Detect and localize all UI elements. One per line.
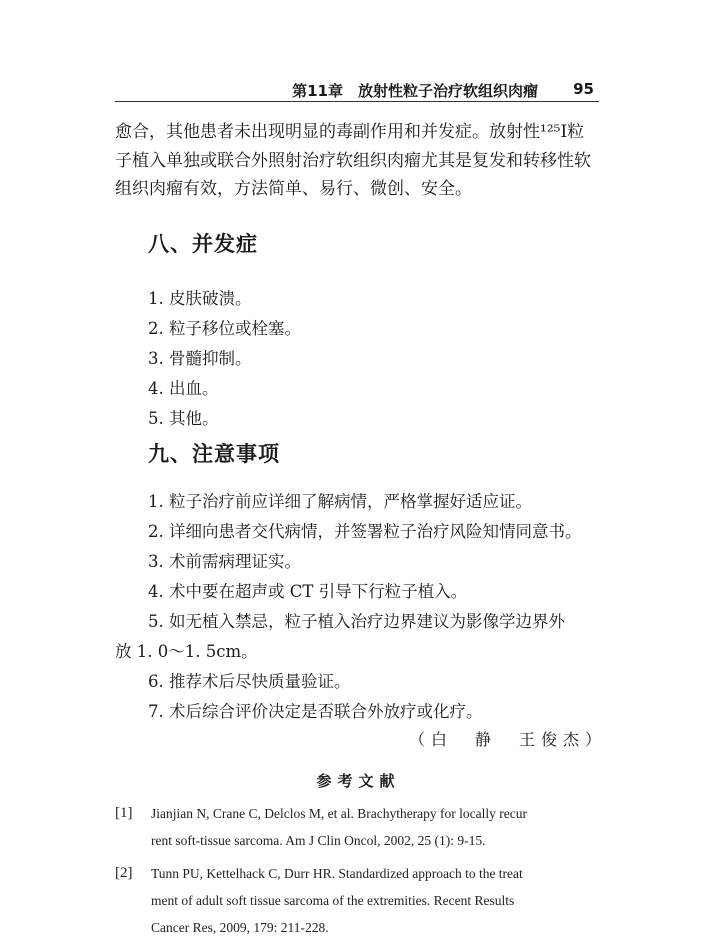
section-heading-precautions: 九、注意事项 (148, 442, 280, 466)
reference-text (151, 860, 605, 941)
references-heading: 参考文献 (316, 772, 401, 790)
running-header (120, 80, 596, 106)
page-number: 95 (573, 80, 594, 98)
intro-paragraph (115, 118, 599, 204)
list-item: 7. 术后综合评价决定是否联合外放疗或化疗。 (148, 702, 483, 721)
list-item: 5. 其他。 (148, 409, 219, 428)
reference-line: ment of adult soft tissue sarcoma of the extremities. Recent Results (151, 893, 515, 908)
reference-item (115, 860, 605, 941)
chapter-title: 第11章 放射性粒子治疗软组织肉瘤 (292, 82, 538, 100)
list-item: 1. 粒子治疗前应详细了解病情，严格掌握好适应证。 (148, 492, 532, 511)
list-item: 2. 详细向患者交代病情，并签署粒子治疗风险知情同意书。 (148, 522, 582, 541)
reference-line: rent soft-tissue sarcoma. Am J Clin Oncol, 2002, 25 (1): 9-15. (151, 833, 486, 848)
list-item: 3. 骨髓抑制。 (148, 349, 252, 368)
author-credit: （白 静 王俊杰） (408, 730, 607, 749)
reference-number: [1] (115, 805, 133, 821)
section-heading-complications: 八、并发症 (148, 232, 258, 256)
reference-line: Cancer Res, 2009, 179: 211-228. (151, 920, 329, 935)
reference-line: Jianjian N, Crane C, Delclos M, et al. Brachytherapy for locally recur (151, 806, 527, 821)
reference-item (115, 800, 605, 854)
list-item: 4. 出血。 (148, 379, 219, 398)
references-list (115, 800, 605, 947)
reference-line: Tunn PU, Kettelhack C, Durr HR. Standardized approach to the treat (151, 866, 523, 881)
list-item-continuation: 放 1. 0～1. 5cm。 (115, 642, 258, 661)
precautions-list (115, 487, 582, 727)
list-item: 5. 如无植入禁忌，粒子植入治疗边界建议为影像学边界外 (148, 612, 565, 631)
list-item: 4. 术中要在超声或 CT 引导下行粒子植入。 (148, 582, 468, 601)
header-rule (115, 101, 599, 102)
list-item: 1. 皮肤破溃。 (148, 289, 252, 308)
intro-line: 愈合，其他患者未出现明显的毒副作用和并发症。放射性¹²⁵I粒 (115, 122, 585, 142)
list-item: 2. 粒子移位或栓塞。 (148, 319, 301, 338)
reference-text (151, 800, 605, 854)
intro-line: 组织肉瘤有效，方法简单、易行、微创、安全。 (115, 179, 472, 199)
list-item: 6. 推荐术后尽快质量验证。 (148, 672, 351, 691)
reference-number: [2] (115, 865, 133, 881)
list-item: 3. 术前需病理证实。 (148, 552, 301, 571)
complications-list (148, 284, 301, 434)
intro-line: 子植入单独或联合外照射治疗软组织肉瘤尤其是复发和转移性软 (115, 150, 591, 171)
